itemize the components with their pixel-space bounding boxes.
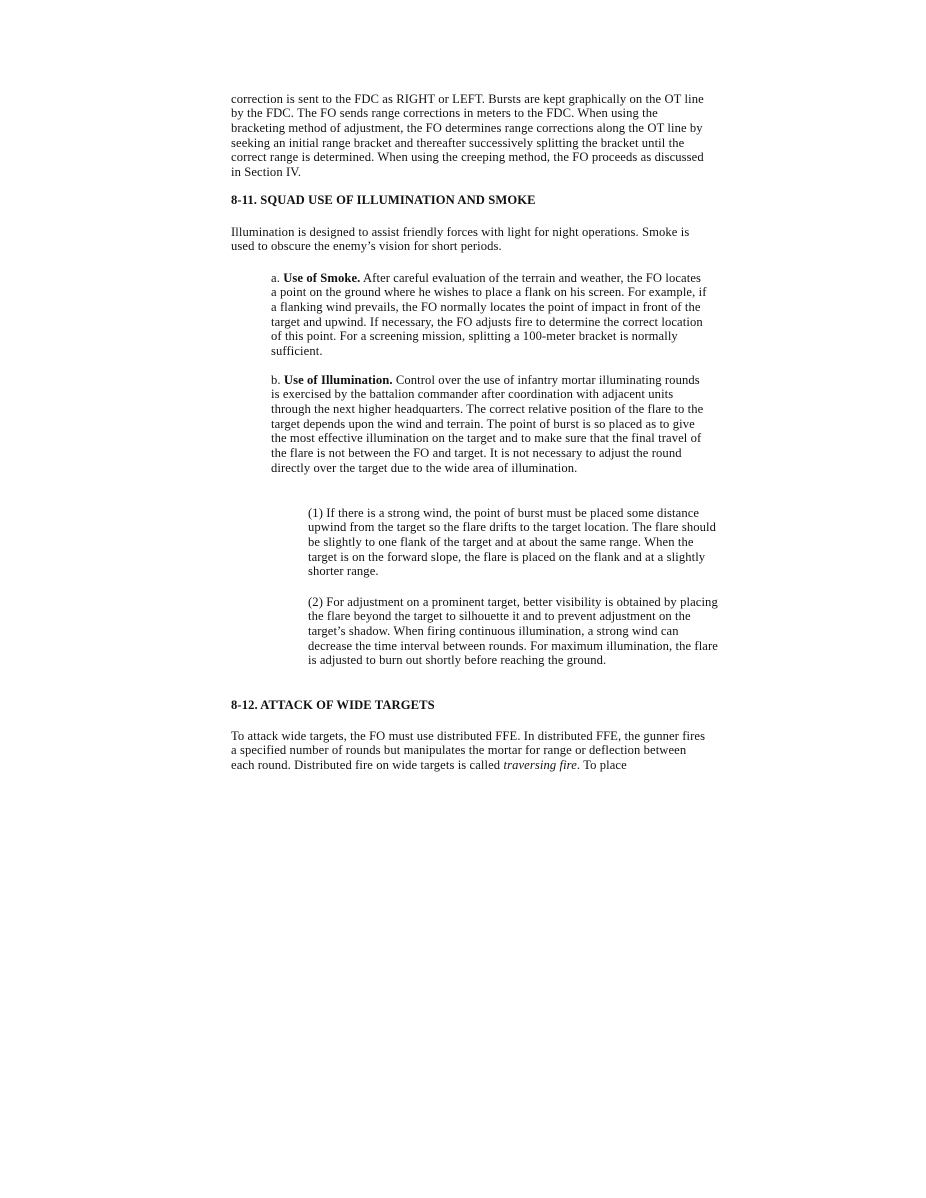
section-heading-8-12: 8-12. ATTACK OF WIDE TARGETS (231, 698, 435, 713)
item-a-title: Use of Smoke. (283, 270, 361, 285)
item-b-body: Control over the use of infantry mortar illuminating rounds is exercised by the battalion commander after coordination with adjacent units through the next higher headquarters. The correct relative position of the flare to the target depends upon the wind and terrain. The point of burst is so placed as to give the most effective illumination on the target and to make sure that the final travel of the flare is not between the FO and target. It is not necessary to adjust the round directly over the target due to the wide area of illumination. (271, 372, 704, 475)
wide-targets-italic-phrase: traversing fire (503, 758, 577, 772)
paragraph-sub-1-strong-wind: (1) If there is a strong wind, the point of burst must be placed some distance upwind from the target so the flare drifts to the target location. The flare should be slightly to one flank of the target and at about the same range. When the target is on the forward slope, the flare is placed on the flank and at a slightly shorter range. (308, 505, 717, 579)
paragraph-attack-wide-targets (231, 729, 707, 773)
item-b-label: b. (271, 372, 281, 387)
paragraph-item-b-use-of-illumination (271, 373, 709, 476)
paragraph-sub-2-prominent-target: (2) For adjustment on a prominent target, better visibility is obtained by placing the flare beyond the target to silhouette it and to prevent adjustment on the target’s shadow. When firing continuous illumination, a strong wind can decrease the time interval between rounds. For maximum illumination, the flare is adjusted to burn out shortly before reaching the ground. (308, 594, 718, 668)
wide-targets-body: To attack wide targets, the FO must use distributed FFE. In distributed FFE, the gunner fires a specified number of rounds but manipulates the mortar for range or deflection between each round. Distributed fire on wide targets is called (231, 728, 706, 772)
paragraph-illumination-intro: Illumination is designed to assist friendly forces with light for night operations. Smoke is used to obscure the enemy’s vision for short periods. (231, 224, 690, 254)
wide-targets-body-end: . To place (576, 758, 627, 772)
section-heading-8-11: 8-11. SQUAD USE OF ILLUMINATION AND SMOKE (231, 193, 536, 208)
item-a-body: After careful evaluation of the terrain and weather, the FO locates a point on the ground where he wishes to place a flank on his screen. For example, if a flanking wind prevails, the FO normally locates the point of impact in front of the target and upwind. If necessary, the FO adjusts fire to determine the correct location of this point. For a screening mission, splitting a 100-meter bracket is normally sufficient. (271, 270, 707, 359)
item-b-title: Use of Illumination. (283, 372, 393, 387)
paragraph-fdc-corrections: correction is sent to the FDC as RIGHT or LEFT. Bursts are kept graphically on the OT line by the FDC. The FO sends range corrections in meters to the FDC. When using the bracketing method of adjustment, the FO determines range corrections along the OT line by seeking an initial range bracket and thereafter successively splitting the bracket until the correct range is determined. When using the creeping method, the FO proceeds as discussed in Section IV. (231, 91, 704, 180)
paragraph-item-a-use-of-smoke (271, 271, 709, 359)
item-a-label: a. (271, 270, 280, 285)
